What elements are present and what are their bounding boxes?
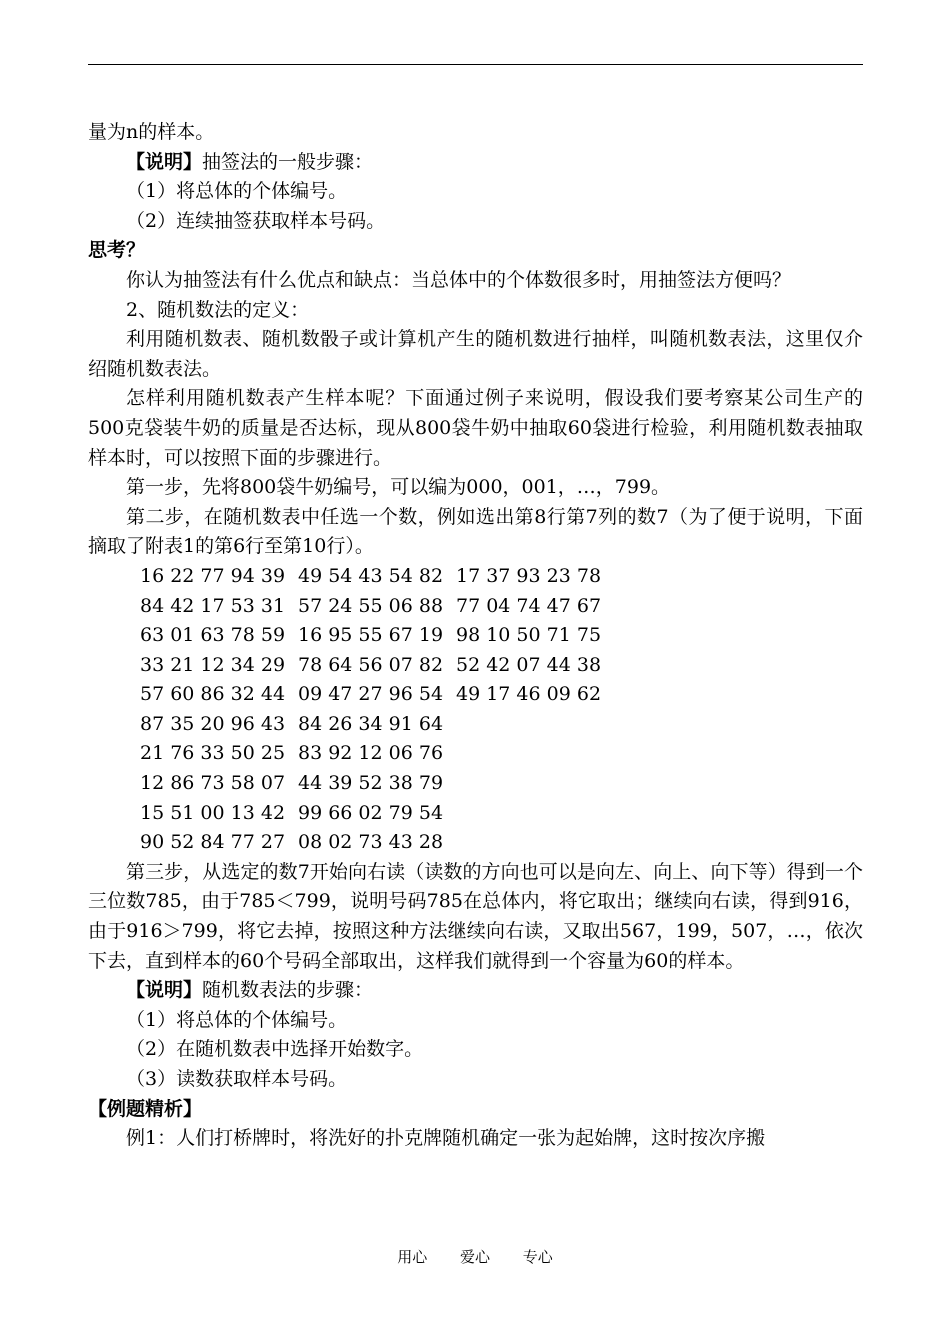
table-cell: 83 92 12 06 76 <box>298 742 444 765</box>
table-cell: 87 35 20 96 43 <box>140 712 286 735</box>
footer-text: 用心 <box>397 1248 428 1266</box>
header-rule <box>88 64 863 65</box>
page-footer <box>0 1246 950 1267</box>
table-cell: 63 01 63 78 59 <box>140 624 286 647</box>
table-row <box>88 592 863 622</box>
table-cell: 16 22 77 94 39 <box>140 564 286 587</box>
table-cell <box>456 710 614 740</box>
note-paragraph <box>88 148 863 178</box>
footer-text: 爱心 <box>459 1248 490 1266</box>
random-number-table <box>88 562 863 858</box>
table-cell: 77 04 74 47 67 <box>456 594 602 617</box>
table-cell: 78 64 56 07 82 <box>298 653 444 676</box>
table-cell: 98 10 50 71 75 <box>456 624 602 647</box>
table-cell: 84 42 17 53 31 <box>140 594 286 617</box>
table-cell: 44 39 52 38 79 <box>298 772 444 795</box>
step-item: （1）将总体的个体编号。 <box>126 1008 348 1031</box>
table-cell: 09 47 27 96 54 <box>298 683 444 706</box>
table-row <box>88 828 863 858</box>
table-cell: 49 54 43 54 82 <box>298 564 444 587</box>
step-item: （1）将总体的个体编号。 <box>126 180 348 203</box>
table-cell <box>456 739 614 769</box>
step-item: （2）在随机数表中选择开始数字。 <box>126 1038 424 1061</box>
paragraph: 怎样利用随机数表产生样本呢？下面通过例子来说明，假设我们要考察某公司生产的500克袋装牛奶的质量是否达标，现从800袋牛奶中抽取60袋进行检验，利用随机数表抽取样本时，可以按照下面的步骤进行。 <box>88 387 863 469</box>
table-row <box>88 799 863 829</box>
table-row <box>88 651 863 681</box>
example-heading: 【例题精析】 <box>88 1097 203 1120</box>
paragraph: 你认为抽签法有什么优点和缺点：当总体中的个体数很多时，用抽签法方便吗？ <box>126 268 792 291</box>
table-cell: 33 21 12 34 29 <box>140 653 286 676</box>
paragraph: 量为n的样本。 <box>88 121 215 143</box>
table-cell: 21 76 33 50 25 <box>140 742 286 765</box>
note-label: 【说明】 <box>126 150 203 173</box>
table-row <box>88 562 863 592</box>
table-row <box>88 769 863 799</box>
table-cell <box>456 799 614 829</box>
table-cell: 57 24 55 06 88 <box>298 594 444 617</box>
think-heading: 思考？ <box>88 239 146 262</box>
paragraph: 例1：人们打桥牌时，将洗好的扑克牌随机确定一张为起始牌，这时按次序搬 <box>126 1127 766 1150</box>
table-row <box>88 680 863 710</box>
table-row <box>88 621 863 651</box>
step-item: （3）读数获取样本号码。 <box>126 1068 348 1090</box>
note-text: 随机数表法的步骤： <box>202 979 374 1002</box>
table-cell <box>456 828 614 858</box>
note-label: 【说明】 <box>126 979 203 1002</box>
paragraph: 第一步，先将800袋牛奶编号，可以编为000，001，…，799。 <box>126 476 671 499</box>
table-row <box>88 710 863 740</box>
paragraph: 第二步，在随机数表中任选一个数，例如选出第8行第7列的数7（为了便于说明，下面摘取了附表1的第6行至第10行）。 <box>88 505 863 558</box>
table-cell: 57 60 86 32 44 <box>140 683 286 706</box>
table-cell <box>456 769 614 799</box>
table-cell: 49 17 46 09 62 <box>456 683 602 706</box>
table-row <box>88 739 863 769</box>
table-cell: 84 26 34 91 64 <box>298 712 444 735</box>
table-cell: 16 95 55 67 19 <box>298 624 444 647</box>
document-body <box>88 118 863 1154</box>
table-cell: 15 51 00 13 42 <box>140 801 286 824</box>
paragraph: 利用随机数表、随机数骰子或计算机产生的随机数进行抽样，叫随机数表法，这里仅介绍随机数表法。 <box>88 328 863 380</box>
footer-text: 专心 <box>522 1248 553 1266</box>
note-paragraph <box>88 976 863 1006</box>
step-item: （2）连续抽签获取样本号码。 <box>126 209 386 232</box>
table-cell: 99 66 02 79 54 <box>298 801 444 824</box>
section-heading: 2、随机数法的定义： <box>126 298 310 321</box>
table-cell: 17 37 93 23 78 <box>456 564 602 587</box>
paragraph: 第三步，从选定的数7开始向右读（读数的方向也可以是向左、向上、向下等）得到一个三位数785，由于785＜799，说明号码785在总体内，将它取出；继续向右读，得到916，由于916＞799，将它去掉，按照这种方法继续向右读，又取出567，199，507，…，依次下去，直到样本的60个号码全部取出，这样我们就得到一个容量为60的样本。 <box>88 860 863 972</box>
note-text: 抽签法的一般步骤： <box>202 150 374 173</box>
table-cell: 12 86 73 58 07 <box>140 772 286 795</box>
table-cell: 52 42 07 44 38 <box>456 653 602 676</box>
table-cell: 08 02 73 43 28 <box>298 831 444 854</box>
table-cell: 90 52 84 77 27 <box>140 831 286 854</box>
